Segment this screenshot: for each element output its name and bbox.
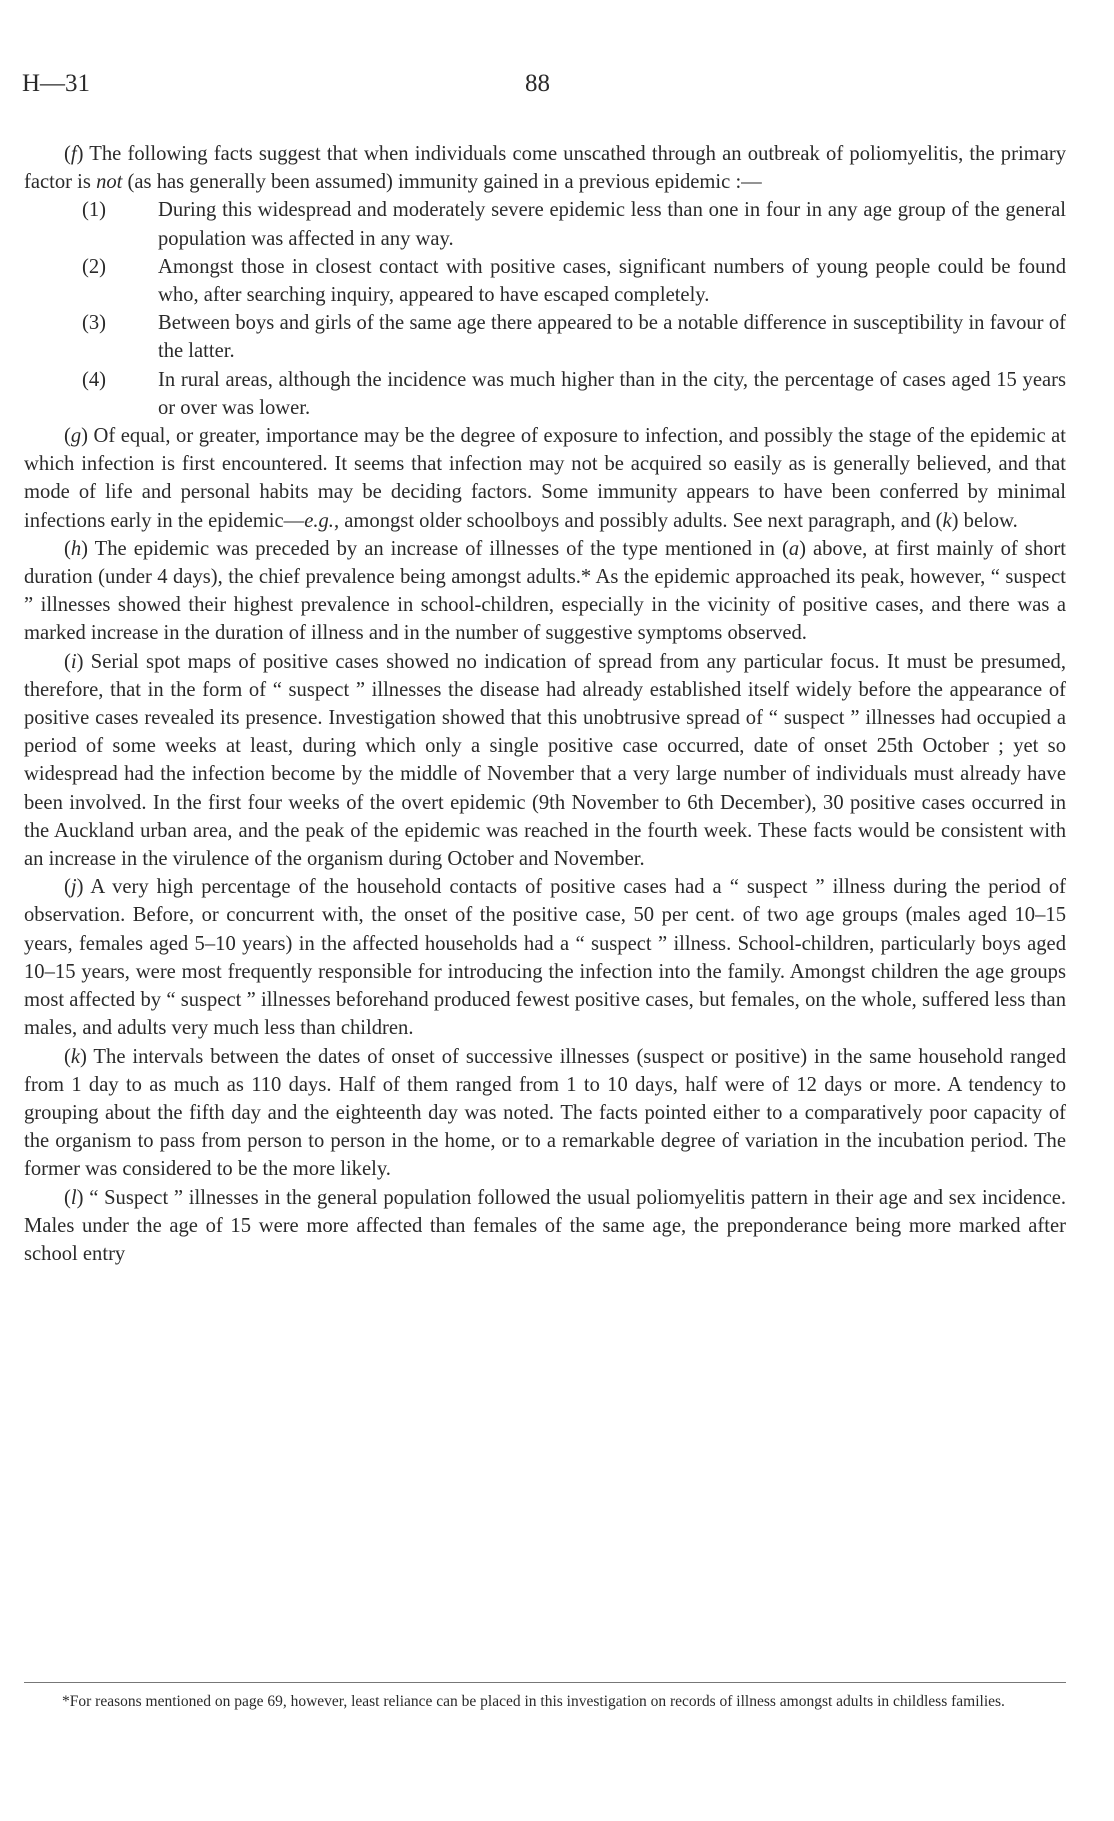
body-text xyxy=(24,140,1066,1268)
paragraph-label: i xyxy=(70,650,77,673)
list-text: Between boys and girls of the same age there appeared to be a notable difference in susceptibility in favour of the latter. xyxy=(158,312,1066,363)
paragraph-label: j xyxy=(70,876,77,899)
list-item xyxy=(24,309,1066,365)
paragraph-i: (i) Serial spot maps of positive cases showed no indication of spread from any particular focus. It must be presumed, therefore, that in the form of “ suspect ” illnesses the disease had already established itself widely before the appearance of positive cases revealed its presence. Investigation showed that this unobtrusive spread of “ suspect ” illnesses had occupied a period of some weeks at least, during which only a single positive case occurred, date of onset 25th October ; yet so widespread had the infection become by the middle of November that a very large number of individuals must already have been involved. In the first four weeks of the overt epidemic (9th November to 6th December), 30 positive cases occurred in the Auckland urban area, and the peak of the epidemic was reached in the fourth week. These facts would be consistent with an increase in the virulence of the organism during October and November. xyxy=(24,650,1066,871)
list-text: During this widespread and moderately severe epidemic less than one in four in any age group of the general population was affected in any way. xyxy=(158,199,1066,250)
list-item xyxy=(24,253,1066,309)
list-item xyxy=(24,366,1066,422)
emphasis: not xyxy=(96,171,123,194)
paragraph-label: k xyxy=(70,1045,80,1068)
page-header xyxy=(0,70,1114,110)
paragraph-h: (h) The epidemic was preceded by an increase of illnesses of the type mentioned in (a) above, at first mainly of short duration (under 4 days), the chief prevalence being amongst adults.* As the epidemic approached its peak, however, “ suspect ” illnesses showed their highest prevalence in school-children, especially in the vicinity of positive cases, and there was a marked increase in the duration of illness and in the number of suggestive symptoms observed. xyxy=(24,537,1066,645)
footnote-divider xyxy=(24,1682,1066,1683)
list-item xyxy=(24,196,1066,252)
list-text: In rural areas, although the incidence was much higher than in the city, the percentage of cases aged 15 years or over was lower. xyxy=(158,368,1066,419)
list-number: (2) xyxy=(82,255,107,278)
page-number: 88 xyxy=(525,70,550,97)
list-number: (3) xyxy=(82,312,107,335)
facts-list xyxy=(24,196,1066,422)
document-reference: H—31 xyxy=(22,70,91,97)
footnote xyxy=(24,1690,1066,1713)
paragraph-k: (k) The intervals between the dates of onset of successive illnesses (suspect or positive) in the same household ranged from 1 day to as much as 110 days. Half of them ranged from 1 to 10 days, half were of 12 days or more. A tendency to grouping about the fifth day and the eighteenth day was noted. The facts pointed either to a comparatively poor capacity of the organism to pass from person to person in the home, or to a remarkable degree of variation in the incubation period. The former was considered to be the more likely. xyxy=(24,1045,1066,1181)
footnote-text: *For reasons mentioned on page 69, however, least reliance can be placed in this investigation on records of illness amongst adults in childless families. xyxy=(62,1693,1005,1710)
paragraph-label: f xyxy=(70,143,77,165)
list-number: (4) xyxy=(82,368,107,391)
paragraph-f: (f) The following facts suggest that when individuals come unscathed through an outbreak of poliomyelitis, the primary factor is not (as has generally been assumed) immunity gained in a previous epidemic :— xyxy=(24,143,1066,194)
list-number: (1) xyxy=(82,199,107,222)
list-text: Amongst those in closest contact with positive cases, significant numbers of young people could be found who, after searching inquiry, appeared to have escaped completely. xyxy=(158,255,1066,307)
paragraph-g: (g) Of equal, or greater, importance may be the degree of exposure to infection, and possibly the stage of the epidemic at which infection is first encountered. It seems that infection may not be acquired so easily as is generally believed, and that mode of life and personal habits may be deciding factors. Some immunity appears to have been conferred by minimal infections early in the epidemic—e.g., amongst older schoolboys and possibly adults. See next paragraph, and (k) below. xyxy=(24,425,1066,532)
paragraph-label: l xyxy=(70,1186,77,1209)
paragraph-j: (j) A very high percentage of the household contacts of positive cases had a “ suspect ” illness during the period of observation. Before, or concurrent with, the onset of the positive case, 50 per cent. of two age groups (males aged 10–15 years, females aged 5–10 years) in the affected households had a “ suspect ” illness. School-children, particularly boys aged 10–15 years, were most frequently responsible for introducing the infection into the family. Amongst children the age groups most affected by “ suspect ” illnesses beforehand produced fewest positive cases, but females, on the whole, suffered less than males, and adults very much less than children. xyxy=(24,876,1066,1040)
paragraph-l: (l) “ Suspect ” illnesses in the general population followed the usual poliomyelitis pattern in their age and sex incidence. Males under the age of 15 were more affected than females of the same age, the preponderance being more marked after school entry xyxy=(24,1186,1066,1265)
paragraph-label: h xyxy=(70,537,82,560)
paragraph-label: g xyxy=(70,425,82,448)
